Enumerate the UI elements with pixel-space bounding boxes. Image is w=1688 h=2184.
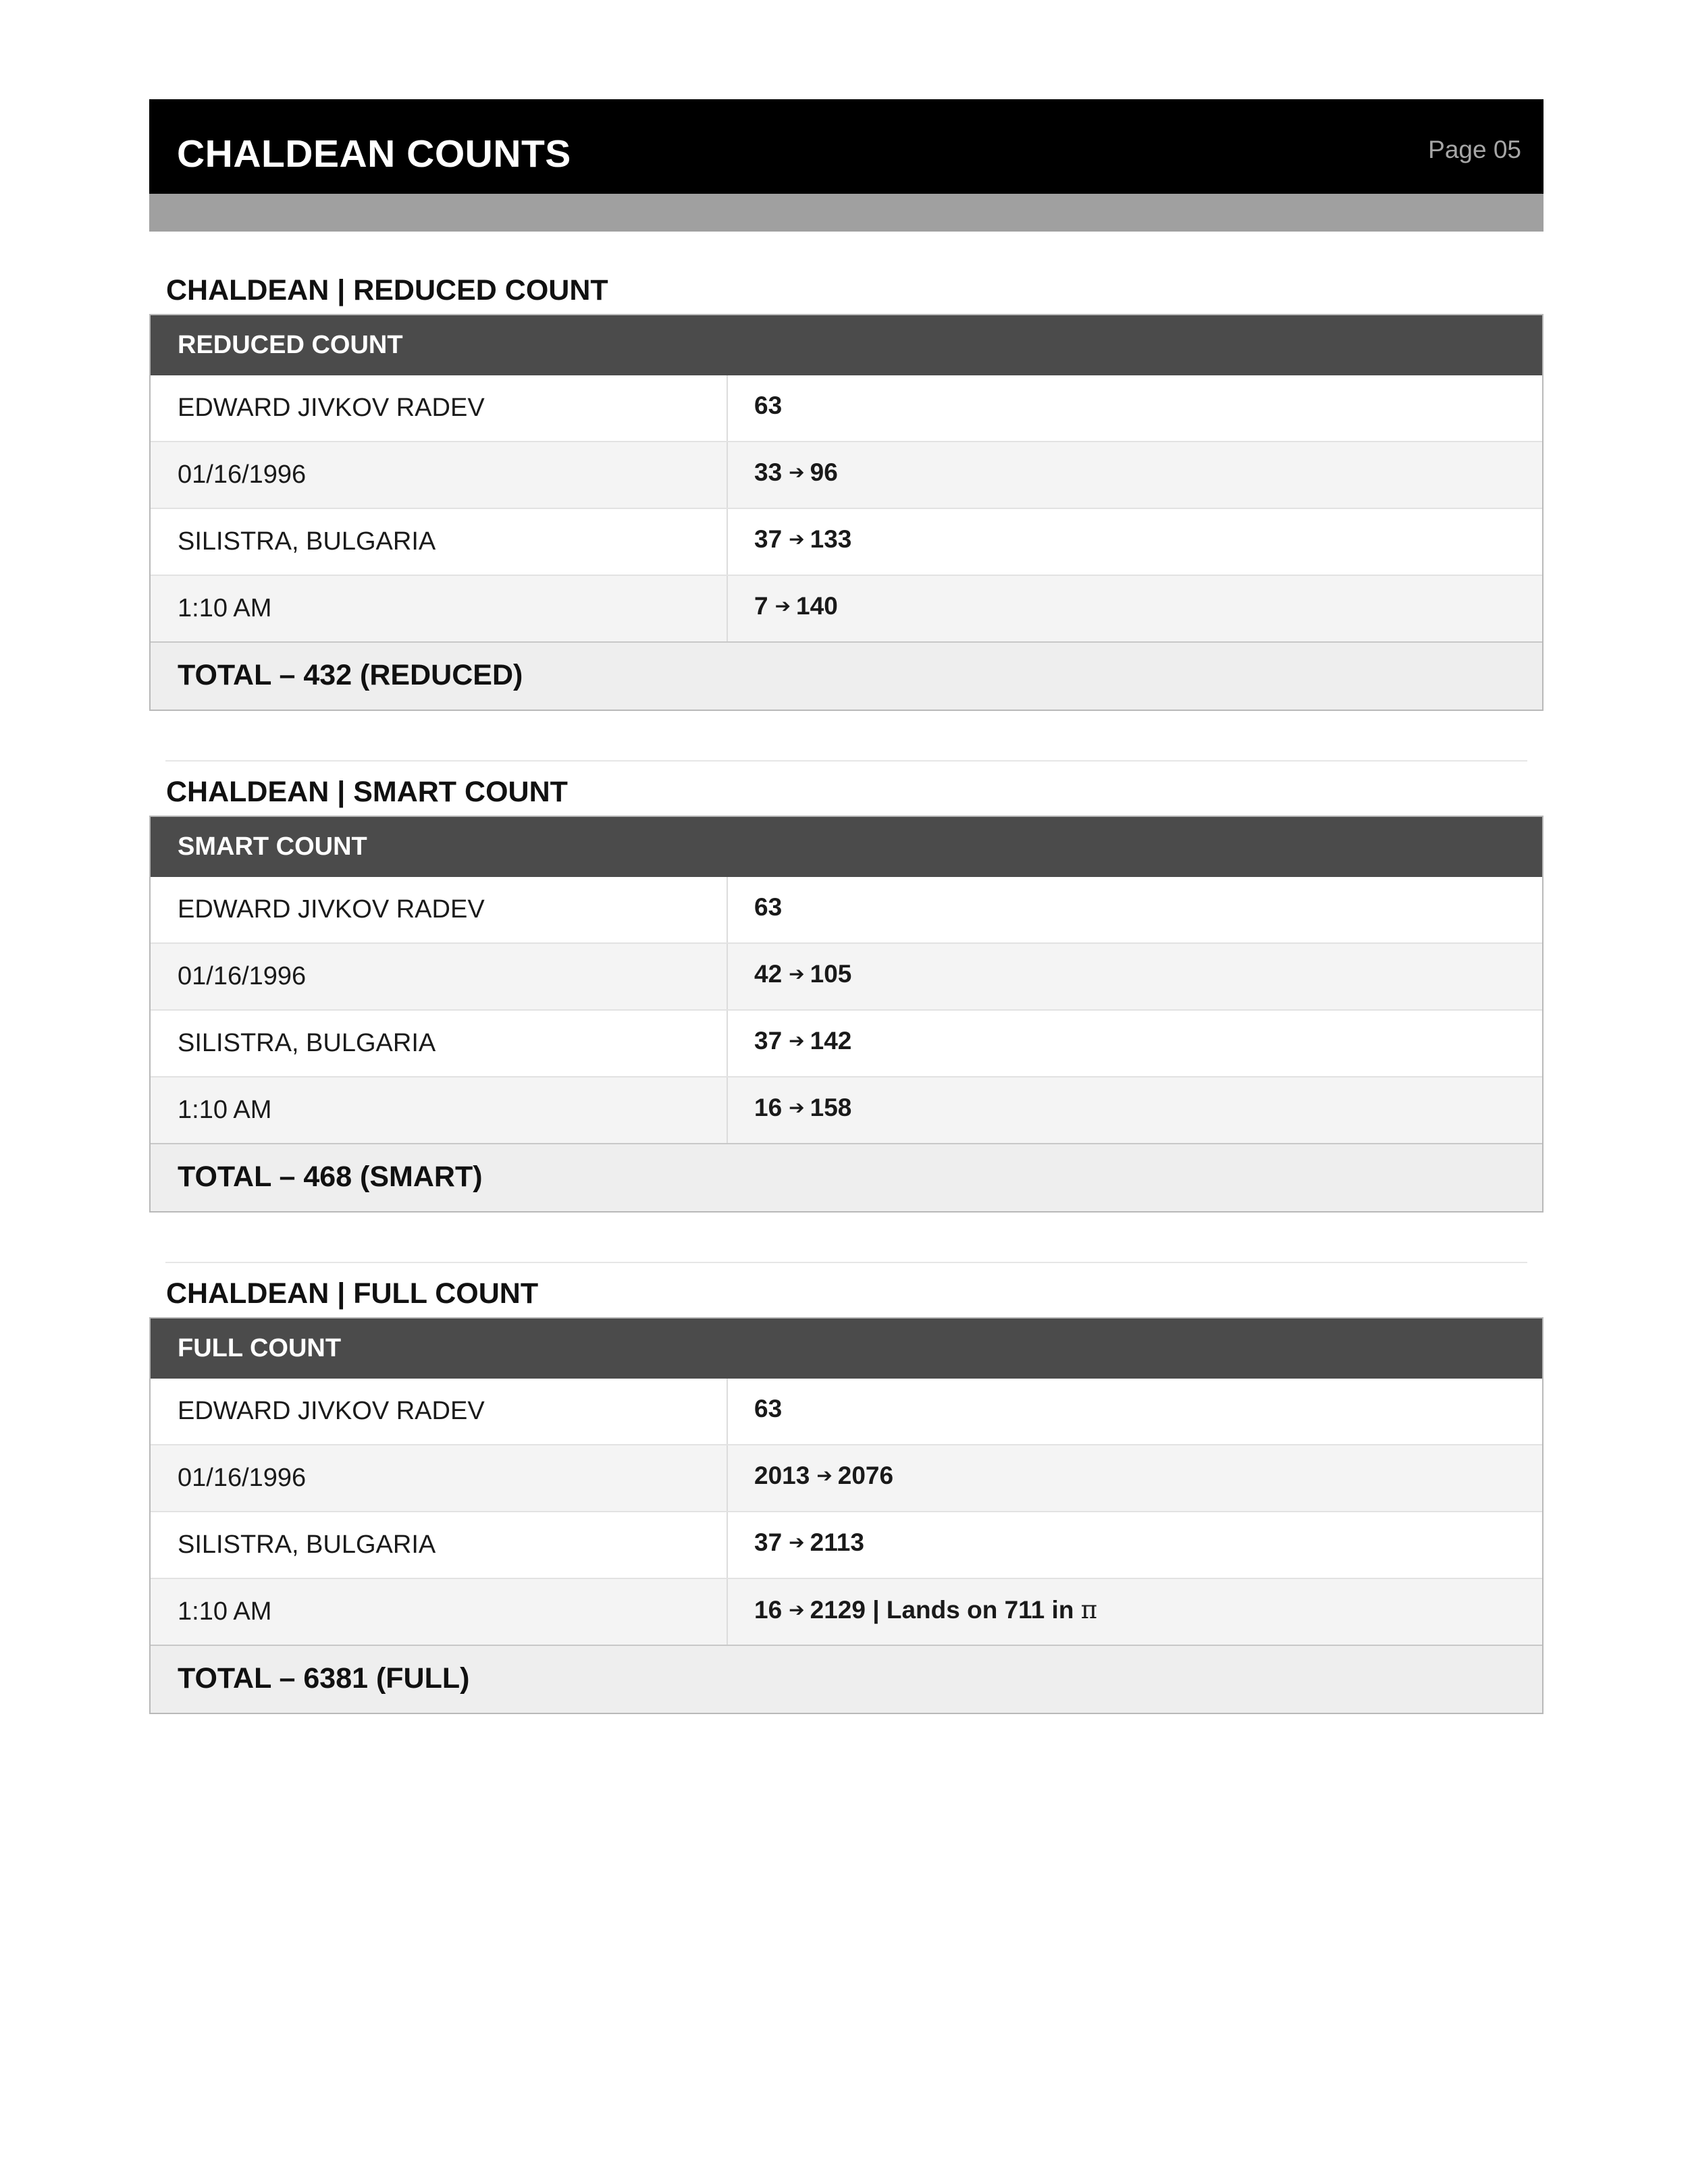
row-value <box>728 1512 1542 1578</box>
smart-count-section <box>149 775 1544 1213</box>
table-title: REDUCED COUNT <box>151 315 1542 375</box>
row-label: 01/16/1996 <box>151 944 728 1009</box>
page-header <box>149 99 1544 232</box>
row-number: 42 <box>754 960 783 988</box>
row-value <box>728 1011 1542 1076</box>
row-value <box>728 1445 1542 1511</box>
row-value <box>728 877 1542 942</box>
row-number: 37 <box>754 1528 783 1556</box>
row-cumulative: 142 <box>810 1027 852 1055</box>
row-value <box>728 1379 1542 1444</box>
row-label: 01/16/1996 <box>151 442 728 508</box>
table-row <box>151 1444 1542 1511</box>
row-cumulative: 158 <box>810 1094 852 1121</box>
row-label: 1:10 AM <box>151 576 728 641</box>
row-value <box>728 576 1542 641</box>
row-label: 1:10 AM <box>151 1077 728 1143</box>
section-heading: CHALDEAN | SMART COUNT <box>166 776 568 808</box>
full-count-table <box>149 1317 1544 1714</box>
row-number: 16 <box>754 1094 783 1121</box>
table-row <box>151 877 1542 942</box>
reduced-count-table <box>149 314 1544 711</box>
row-value <box>728 1077 1542 1143</box>
row-number: 16 <box>754 1596 783 1624</box>
table-row <box>151 375 1542 441</box>
row-label: 01/16/1996 <box>151 1445 728 1511</box>
arrow-right-icon: ➔ <box>789 529 805 550</box>
row-number: 7 <box>754 592 768 620</box>
table-row <box>151 575 1542 641</box>
row-label: SILISTRA, BULGARIA <box>151 1011 728 1076</box>
section-heading: CHALDEAN | FULL COUNT <box>166 1277 539 1310</box>
row-cumulative: 140 <box>796 592 838 620</box>
pi-symbol: π <box>1080 1595 1098 1624</box>
arrow-right-icon: ➔ <box>789 963 805 984</box>
row-value <box>728 509 1542 575</box>
reduced-count-section <box>149 273 1544 711</box>
arrow-right-icon: ➔ <box>789 462 805 483</box>
row-cumulative: 2129 <box>810 1596 866 1624</box>
row-value <box>728 375 1542 441</box>
row-cumulative: 2113 <box>810 1528 864 1556</box>
table-row <box>151 1379 1542 1444</box>
row-number: 37 <box>754 525 783 553</box>
table-row <box>151 1511 1542 1578</box>
header-bar <box>149 99 1544 194</box>
row-note: | Lands on 711 in <box>872 1596 1074 1624</box>
section-divider <box>165 1262 1527 1263</box>
table-row <box>151 1076 1542 1143</box>
page-title: CHALDEAN COUNTS <box>177 132 571 176</box>
row-label: EDWARD JIVKOV RADEV <box>151 375 728 441</box>
table-row <box>151 942 1542 1009</box>
full-count-section <box>149 1277 1544 1714</box>
table-total: TOTAL – 432 (REDUCED) <box>151 641 1542 710</box>
row-label: SILISTRA, BULGARIA <box>151 509 728 575</box>
row-value <box>728 944 1542 1009</box>
section-divider <box>165 760 1527 762</box>
row-value <box>728 1579 1542 1645</box>
arrow-right-icon: ➔ <box>816 1465 833 1486</box>
row-label: EDWARD JIVKOV RADEV <box>151 877 728 942</box>
table-row <box>151 508 1542 575</box>
arrow-right-icon: ➔ <box>789 1532 805 1553</box>
smart-count-table <box>149 816 1544 1213</box>
row-label: SILISTRA, BULGARIA <box>151 1512 728 1578</box>
table-row <box>151 1009 1542 1076</box>
row-number: 37 <box>754 1027 783 1055</box>
row-value <box>728 442 1542 508</box>
row-cumulative: 105 <box>810 960 852 988</box>
row-label: 1:10 AM <box>151 1579 728 1645</box>
row-cumulative: 133 <box>810 525 852 553</box>
arrow-right-icon: ➔ <box>789 1599 805 1620</box>
table-row <box>151 1578 1542 1645</box>
table-total: TOTAL – 6381 (FULL) <box>151 1645 1542 1713</box>
arrow-right-icon: ➔ <box>789 1030 805 1051</box>
table-total: TOTAL – 468 (SMART) <box>151 1143 1542 1211</box>
table-title: FULL COUNT <box>151 1319 1542 1379</box>
arrow-right-icon: ➔ <box>789 1097 805 1118</box>
arrow-right-icon: ➔ <box>774 595 791 616</box>
row-label: EDWARD JIVKOV RADEV <box>151 1379 728 1444</box>
row-number: 63 <box>754 893 783 921</box>
row-cumulative: 96 <box>810 458 838 486</box>
header-sub-bar <box>149 194 1544 232</box>
row-number: 63 <box>754 1395 783 1422</box>
row-number: 33 <box>754 458 783 486</box>
section-heading: CHALDEAN | REDUCED COUNT <box>166 274 608 307</box>
row-cumulative: 2076 <box>837 1462 894 1489</box>
row-number: 2013 <box>754 1462 810 1489</box>
row-number: 63 <box>754 392 783 419</box>
table-title: SMART COUNT <box>151 817 1542 877</box>
page-number: Page 05 <box>1428 136 1521 163</box>
table-row <box>151 441 1542 508</box>
